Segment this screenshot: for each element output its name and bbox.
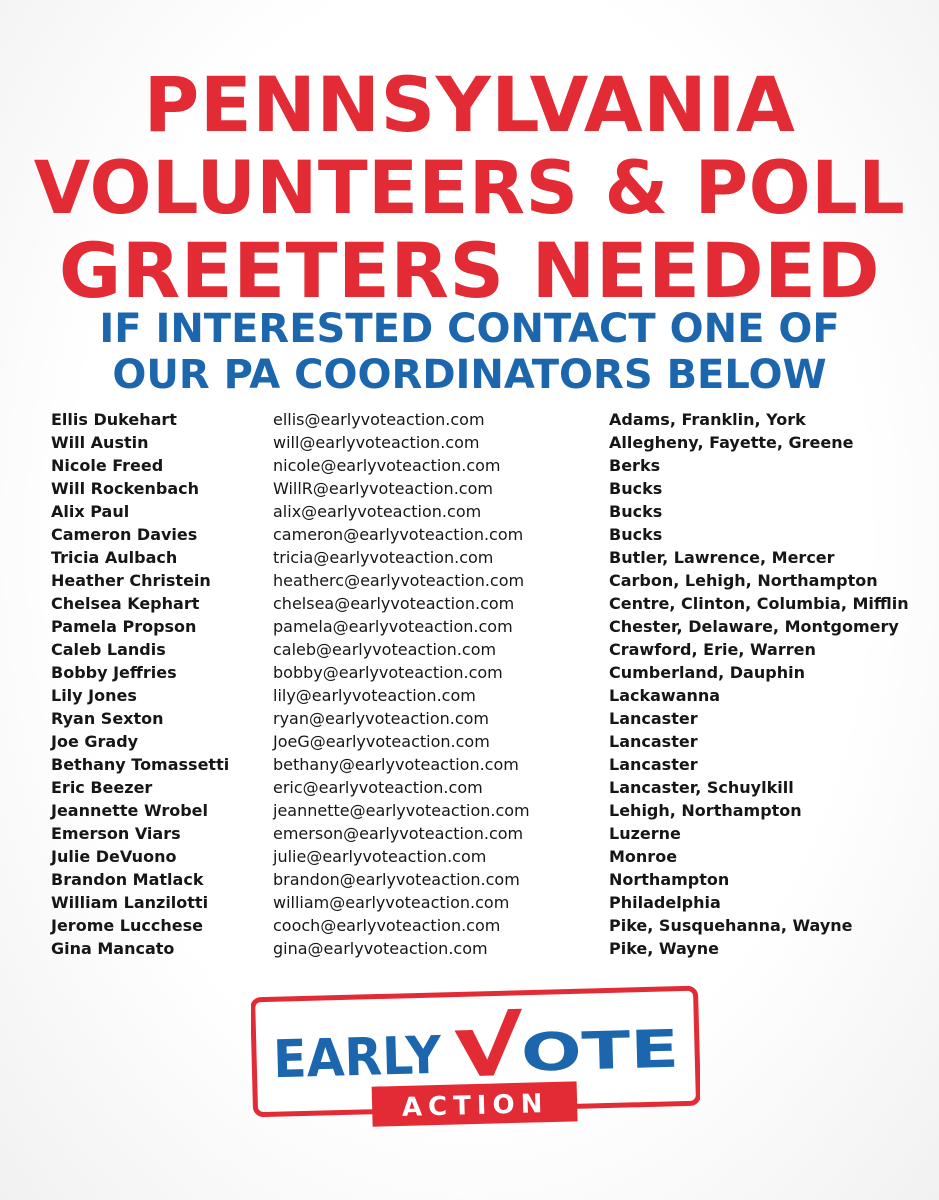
coordinator-email[interactable]: bobby@earlyvoteaction.com (273, 663, 503, 682)
coordinator-email[interactable]: cooch@earlyvoteaction.com (273, 916, 501, 935)
coordinator-name: Heather Christein (51, 571, 211, 590)
coordinator-row (51, 546, 921, 569)
coordinator-row (51, 408, 921, 431)
coordinator-row (51, 822, 921, 845)
coordinator-name: Will Rockenbach (51, 479, 200, 498)
coordinator-row (51, 707, 921, 730)
subhead-line-1: IF INTERESTED CONTACT ONE OF (99, 306, 840, 352)
logo-word-early: EARLY (272, 1025, 453, 1091)
coordinator-name: Brandon Matlack (51, 870, 204, 889)
coordinator-name: Gina Mancato (51, 939, 175, 958)
coordinator-counties: Chester, Delaware, Montgomery (609, 617, 899, 636)
coordinator-counties: Lancaster, Schuylkill (609, 778, 794, 797)
coordinator-name: Bobby Jeffries (51, 663, 177, 682)
coordinator-email[interactable]: brandon@earlyvoteaction.com (273, 870, 520, 889)
headline-line-2: VOLUNTEERS & POLL (33, 146, 906, 231)
coordinator-email[interactable]: will@earlyvoteaction.com (273, 433, 480, 452)
logo-word-ote: OTE (520, 1020, 638, 1084)
coordinator-email[interactable]: bethany@earlyvoteaction.com (273, 755, 519, 774)
coordinator-counties: Northampton (609, 870, 730, 889)
coordinator-name: Jerome Lucchese (51, 916, 203, 935)
coordinator-row (51, 868, 921, 891)
coordinator-counties: Adams, Franklin, York (609, 410, 806, 429)
coordinator-email[interactable]: eric@earlyvoteaction.com (273, 778, 483, 797)
coordinator-name: Ellis Dukehart (51, 410, 177, 429)
coordinator-counties: Pike, Susquehanna, Wayne (609, 916, 853, 935)
coordinator-name: Chelsea Kephart (51, 594, 200, 613)
subhead-line-2: OUR PA COORDINATORS BELOW (112, 352, 827, 398)
coordinator-email[interactable]: lily@earlyvoteaction.com (273, 686, 476, 705)
coordinator-name: William Lanzilotti (51, 893, 209, 912)
coordinator-name: Nicole Freed (51, 456, 164, 475)
coordinator-name: Jeannette Wrobel (51, 801, 208, 820)
coordinator-row (51, 753, 921, 776)
coordinator-counties: Cumberland, Dauphin (609, 663, 805, 682)
coordinator-name: Bethany Tomassetti (51, 755, 230, 774)
coordinator-row (51, 914, 921, 937)
coordinator-row (51, 799, 921, 822)
coordinator-list (51, 408, 921, 960)
coordinator-name: Lily Jones (51, 686, 137, 705)
coordinator-email[interactable]: caleb@earlyvoteaction.com (273, 640, 497, 659)
coordinator-row (51, 661, 921, 684)
headline-line-1: PENNSYLVANIA (143, 60, 796, 149)
coordinator-name: Alix Paul (51, 502, 130, 521)
coordinator-name: Cameron Davies (51, 525, 198, 544)
coordinator-counties: Allegheny, Fayette, Greene (609, 433, 854, 452)
coordinator-row (51, 592, 921, 615)
coordinator-email[interactable]: tricia@earlyvoteaction.com (273, 548, 494, 567)
coordinator-counties: Pike, Wayne (609, 939, 719, 958)
coordinator-counties: Berks (609, 456, 661, 475)
coordinator-counties: Lackawanna (609, 686, 721, 705)
coordinator-counties: Centre, Clinton, Columbia, Mifflin (609, 594, 909, 613)
coordinator-email[interactable]: jeannette@earlyvoteaction.com (273, 801, 530, 820)
coordinator-name: Caleb Landis (51, 640, 166, 659)
coordinator-counties: Philadelphia (609, 893, 721, 912)
coordinator-row (51, 845, 921, 868)
coordinator-email[interactable]: emerson@earlyvoteaction.com (273, 824, 524, 843)
coordinator-name: Tricia Aulbach (51, 548, 178, 567)
coordinator-counties: Butler, Lawrence, Mercer (609, 548, 835, 567)
coordinator-counties: Lehigh, Northampton (609, 801, 802, 820)
coordinator-email[interactable]: heatherc@earlyvoteaction.com (273, 571, 525, 590)
coordinator-row (51, 431, 921, 454)
coordinator-name: Emerson Viars (51, 824, 181, 843)
coordinator-counties: Monroe (609, 847, 678, 866)
coordinator-email[interactable]: gina@earlyvoteaction.com (273, 939, 488, 958)
coordinator-row (51, 477, 921, 500)
coordinator-name: Joe Grady (51, 732, 139, 751)
coordinator-email[interactable]: JoeG@earlyvoteaction.com (273, 732, 490, 751)
coordinator-email[interactable]: julie@earlyvoteaction.com (273, 847, 487, 866)
coordinator-row (51, 615, 921, 638)
coordinator-row (51, 638, 921, 661)
coordinator-counties: Carbon, Lehigh, Northampton (609, 571, 878, 590)
coordinator-row (51, 523, 921, 546)
coordinator-counties: Lancaster (609, 755, 698, 774)
coordinator-email[interactable]: ellis@earlyvoteaction.com (273, 410, 485, 429)
logo-word-action: ACTION (401, 1089, 549, 1123)
coordinator-counties: Bucks (609, 479, 663, 498)
coordinator-row (51, 776, 921, 799)
coordinator-email[interactable]: cameron@earlyvoteaction.com (273, 525, 524, 544)
early-vote-action-logo (251, 980, 700, 1130)
coordinator-name: Ryan Sexton (51, 709, 164, 728)
coordinator-counties: Lancaster (609, 709, 698, 728)
coordinator-email[interactable]: william@earlyvoteaction.com (273, 893, 510, 912)
coordinator-counties: Luzerne (609, 824, 681, 843)
coordinator-email[interactable]: WillR@earlyvoteaction.com (273, 479, 493, 498)
coordinator-row (51, 937, 921, 960)
coordinator-row (51, 454, 921, 477)
coordinator-counties: Bucks (609, 502, 663, 521)
coordinator-email[interactable]: pamela@earlyvoteaction.com (273, 617, 513, 636)
coordinator-email[interactable]: ryan@earlyvoteaction.com (273, 709, 490, 728)
coordinator-name: Will Austin (51, 433, 149, 452)
coordinator-name: Julie DeVuono (51, 847, 177, 866)
coordinator-name: Eric Beezer (51, 778, 153, 797)
coordinator-name: Pamela Propson (51, 617, 197, 636)
coordinator-email[interactable]: alix@earlyvoteaction.com (273, 502, 482, 521)
coordinator-counties: Lancaster (609, 732, 698, 751)
coordinator-row (51, 500, 921, 523)
coordinator-email[interactable]: chelsea@earlyvoteaction.com (273, 594, 515, 613)
coordinator-row (51, 891, 921, 914)
coordinator-row (51, 569, 921, 592)
headline-line-3: GREETERS NEEDED (58, 226, 881, 315)
coordinator-row (51, 684, 921, 707)
coordinator-counties: Bucks (609, 525, 663, 544)
coordinator-row (51, 730, 921, 753)
coordinator-email[interactable]: nicole@earlyvoteaction.com (273, 456, 501, 475)
coordinator-counties: Crawford, Erie, Warren (609, 640, 816, 659)
